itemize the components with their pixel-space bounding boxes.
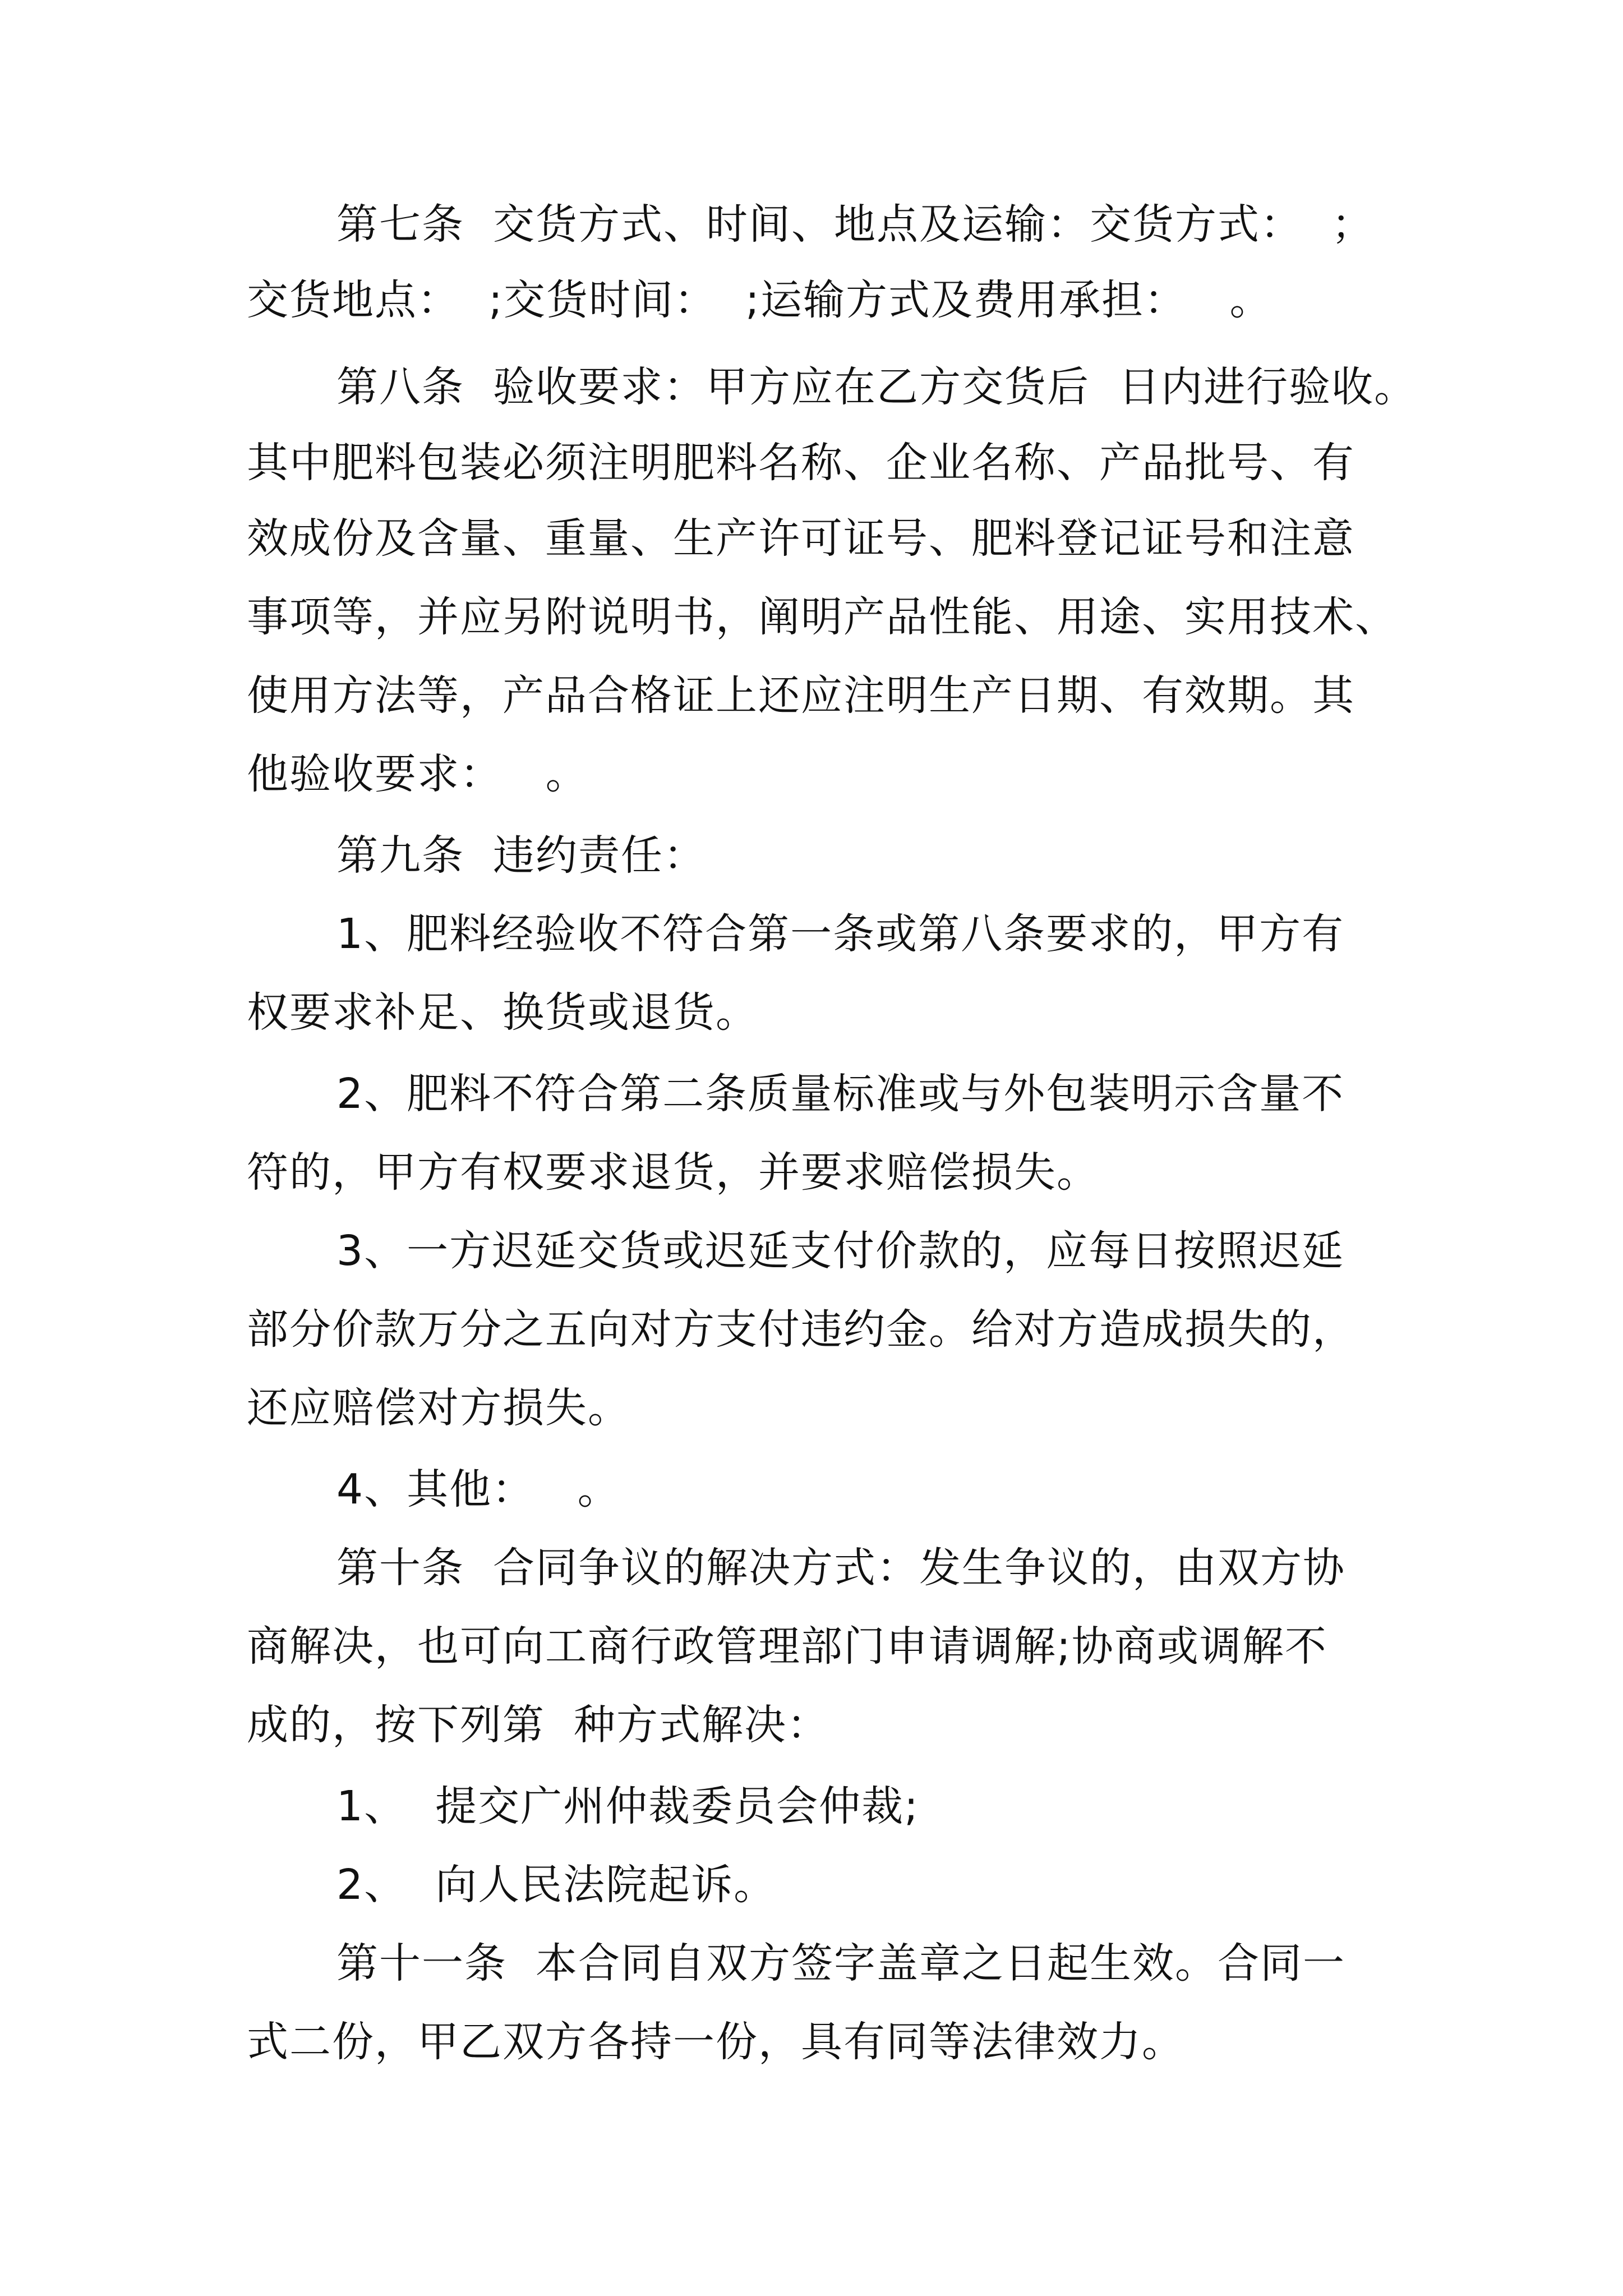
- article-9-item-3-line-2: 部分价款万分之五向对方支付违约金。给对方造成损失的，: [247, 1305, 1355, 1354]
- article-10-line-3: 成的，按下列第 种方式解决：: [247, 1701, 830, 1749]
- article-9-heading: 第九条 违约责任：: [336, 831, 707, 880]
- article-10-option-1: 1、 提交广州仲裁委员会仲裁;: [336, 1782, 920, 1830]
- article-11-line-2: 式二份，甲乙双方各持一份，具有同等法律效力。: [247, 2018, 1184, 2066]
- article-9-item-1-line-1: 1、肥料经验收不符合第一条或第八条要求的，甲方有: [336, 910, 1345, 958]
- article-8-line-3: 效成份及含量、重量、生产许可证号、肥料登记证号和注意: [247, 514, 1355, 563]
- article-9-item-2-line-2: 符的，甲方有权要求退货，并要求赔偿损失。: [247, 1148, 1099, 1197]
- article-10-line-2: 商解决，也可向工商行政管理部门申请调解;协商或调解不: [247, 1622, 1327, 1671]
- article-9-item-1-line-2: 权要求补足、换货或退货。: [247, 988, 758, 1037]
- article-11-line-1: 第十一条 本合同自双方签字盖章之日起生效。合同一: [336, 1939, 1346, 1987]
- article-8-line-4: 事项等，并应另附说明书，阐明产品性能、用途、实用技术、: [247, 593, 1398, 641]
- article-8-line-2: 其中肥料包装必须注明肥料名称、企业名称、产品批号、有: [247, 439, 1355, 487]
- article-7-line-1: 第七条 交货方式、时间、地点及运输：交货方式： ；: [336, 200, 1375, 249]
- article-8-line-6: 他验收要求： 。: [247, 750, 588, 798]
- article-9-item-3-line-3: 还应赔偿对方损失。: [247, 1384, 630, 1432]
- article-9-item-4: 4、其他： 。: [336, 1465, 620, 1513]
- article-8-line-5: 使用方法等，产品合格证上还应注明生产日期、有效期。其: [247, 671, 1355, 720]
- article-9-item-3-line-1: 3、一方迟延交货或迟延支付价款的，应每日按照迟延: [336, 1227, 1345, 1275]
- article-10-line-1: 第十条 合同争议的解决方式：发生争议的，由双方协: [336, 1544, 1346, 1592]
- article-8-line-1: 第八条 验收要求：甲方应在乙方交货后 日内进行验收。: [336, 363, 1417, 411]
- article-7-line-2: 交货地点： ;交货时间： ;运输方式及费用承担： 。: [247, 276, 1272, 324]
- article-9-item-2-line-1: 2、肥料不符合第二条质量标准或与外包装明示含量不: [336, 1070, 1345, 1118]
- article-10-option-2: 2、 向人民法院起诉。: [336, 1861, 777, 1909]
